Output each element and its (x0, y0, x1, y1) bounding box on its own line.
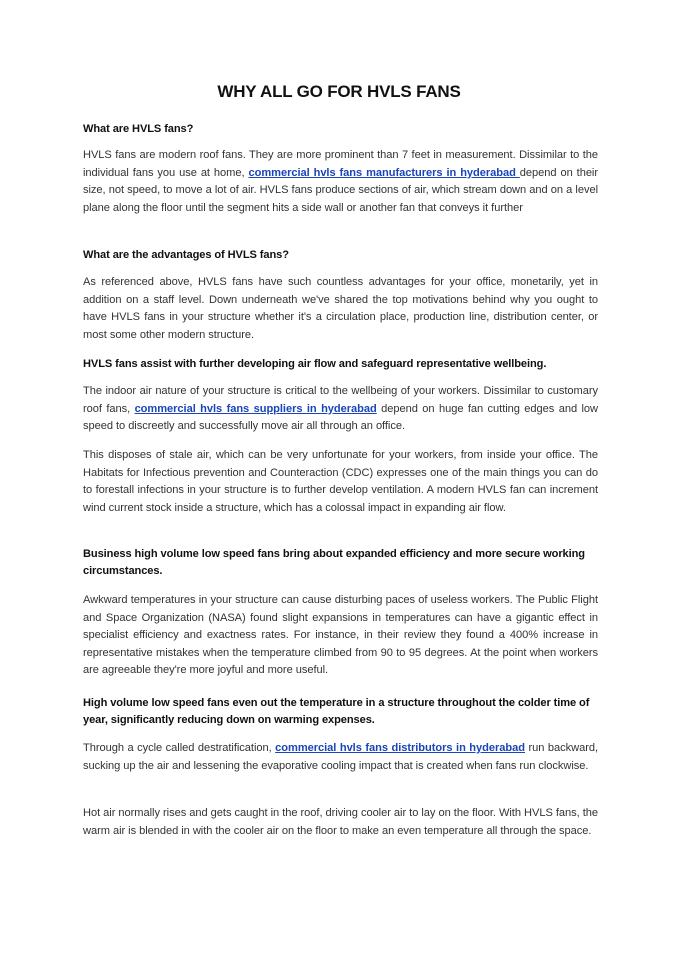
heading-air-flow: HVLS fans assist with further developing air flow and safeguard representative wellbeing. (83, 358, 547, 370)
heading-what-are-hvls: What are HVLS fans? (83, 123, 194, 135)
paragraph-advantages: As referenced above, HVLS fans have such countless advantages for your office, monetarily, yet in addition on a staff level. Down underneath we've shared the top motivations behind why you ought to have HVLS fans in your structure whether it's a circulation place, production line, distribution center, or most some other modern structure. (83, 276, 598, 341)
paragraph-efficiency: Awkward temperatures in your structure can cause disturbing paces of useless workers. The Public Flight and Space Organization (NASA) found slight expansions in temperatures can have a gigantic effect in specialist efficiency and exactness rates. For instance, in their review they found a 400% increase in representative mistakes when the temperature climbed from 90 to 95 degrees. At the point when workers are agreeable they're more joyful and more useful. (83, 594, 598, 677)
paragraph-air-flow-1 (83, 383, 598, 436)
heading-advantages: What are the advantages of HVLS fans? (83, 249, 289, 261)
paragraph-text: Through a cycle called destratification, (83, 742, 276, 754)
paragraph-temperature-1 (83, 740, 598, 775)
link-suppliers[interactable]: commercial hvls fans suppliers in hyderabad (134, 402, 377, 415)
paragraph-text: The indoor air nature of your structure is critical to the wellbeing of your workers. Dissimilar to customary roof fans, (83, 385, 598, 415)
paragraph-text: HVLS fans are modern roof fans. They are more prominent than 7 feet in measurement. Dissimilar to the individual fans you use at home, (83, 149, 598, 179)
paragraph-text: depend on their size, not speed, to move a lot of air. HVLS fans produce sections of air, which stream down and on a level plane along the floor until the segment hits a side wall or another fan that conveys it further (83, 166, 598, 214)
link-manufacturers[interactable]: commercial hvls fans manufacturers in hyderabad (248, 166, 520, 179)
heading-temperature: High volume low speed fans even out the temperature in a structure throughout the colder time of year, significantly reducing down on warming expenses. (83, 697, 590, 727)
paragraph-text: depend on huge fan cutting edges and low speed to discreetly and successfully move air all through an office. (83, 402, 598, 433)
page-title: WHY ALL GO FOR HVLS FANS (217, 82, 461, 101)
paragraph-temperature-2: Hot air normally rises and gets caught in the roof, driving cooler air to lay on the floor. With HVLS fans, the warm air is blended in with the cooler air on the floor to make an even temperature all through the space. (83, 807, 598, 837)
paragraph-text: run backward, sucking up the air and lessening the evaporative cooling impact that is created when fans run clockwise. (83, 742, 598, 772)
paragraph-what-are-hvls (83, 147, 598, 217)
heading-efficiency: Business high volume low speed fans bring about expanded efficiency and more secure working circumstances. (83, 548, 585, 578)
paragraph-air-flow-2: This disposes of stale air, which can be very unfortunate for your workers, from inside your office. The Habitats for Infectious prevention and Counteraction (CDC) expresses one of the main things you can do to forestall infections in your structure is to further develop ventilation. A modern HVLS fan can increment wind current stock inside a structure, which has a colossal impact in expanding air flow. (83, 449, 598, 514)
link-distributors[interactable]: commercial hvls fans distributors in hyderabad (275, 742, 525, 754)
